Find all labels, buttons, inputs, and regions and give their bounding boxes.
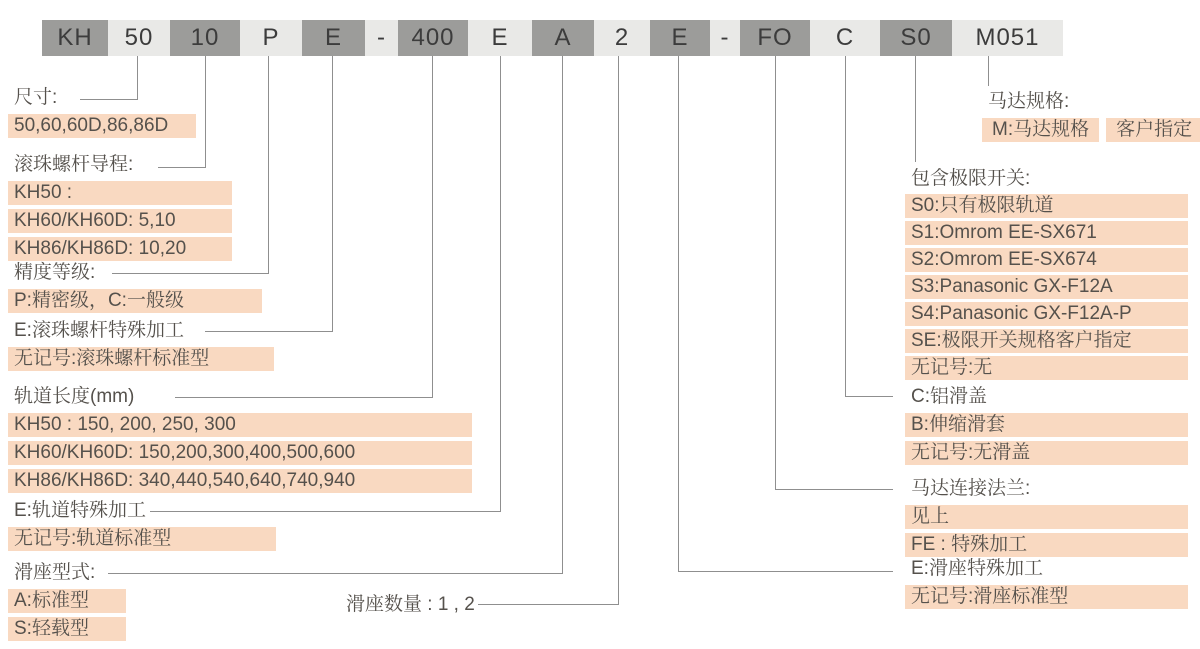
- option-row: 客户指定: [1106, 118, 1200, 142]
- option-row: KH60/KH60D: 150,200,300,400,500,600: [8, 441, 472, 465]
- connector-line: [845, 396, 893, 397]
- connector-line: [478, 604, 619, 605]
- option-row: A:标准型: [8, 589, 126, 613]
- option-row: 无记号:轨道标准型: [8, 527, 276, 551]
- section-rail-special-label: E:轨道特殊加工: [14, 500, 146, 521]
- connector-line: [678, 56, 679, 571]
- option-row: KH86/KH86D: 10,20: [8, 237, 232, 261]
- option-row: 见上: [905, 505, 1188, 529]
- connector-line: [775, 489, 893, 490]
- section-rail-length: [8, 385, 472, 493]
- section-slider-special: [905, 557, 1188, 609]
- code-segment: P: [240, 20, 302, 56]
- option-row: B:伸缩滑套: [905, 413, 1188, 437]
- option-row: S0:只有极限轨道: [905, 194, 1188, 218]
- code-segment: A: [532, 20, 594, 56]
- option-row: 50,60,60D,86,86D: [8, 114, 196, 138]
- code-segment: 10: [170, 20, 240, 56]
- option-row: KH50 : 150, 200, 250, 300: [8, 413, 472, 437]
- option-row: M:马达规格: [982, 118, 1099, 142]
- section-size-label: 尺寸:: [14, 87, 58, 108]
- option-row: KH60/KH60D: 5,10: [8, 209, 232, 233]
- code-segment: -: [710, 20, 740, 56]
- connector-line: [618, 56, 619, 604]
- connector-line: [915, 56, 916, 162]
- connector-line: [332, 56, 333, 331]
- section-rail-special: [8, 499, 276, 551]
- section-cover-label: C:铝滑盖: [911, 386, 988, 407]
- section-screw-special: [8, 319, 274, 371]
- section-motor-spec: [982, 90, 1200, 142]
- section-size: [8, 86, 196, 138]
- connector-line: [775, 56, 776, 489]
- option-row: 无记号:无滑盖: [905, 441, 1188, 465]
- option-row: S4:Panasonic GX-F12A-P: [905, 302, 1188, 326]
- connector-line: [562, 56, 563, 573]
- option-row: P:精密级，C:一般级: [8, 289, 262, 313]
- section-screw-special-label: E:滚珠螺杆特殊加工: [14, 320, 184, 341]
- connector-line: [432, 56, 433, 397]
- option-row: S1:Omrom EE-SX671: [905, 221, 1188, 245]
- connector-line: [205, 56, 206, 167]
- code-segment: E: [302, 20, 365, 56]
- section-motor-spec-label: 马达规格:: [988, 91, 1070, 112]
- code-segment: KH: [42, 20, 108, 56]
- section-screw-lead: [8, 153, 232, 261]
- code-segment: E: [468, 20, 532, 56]
- connector-line: [988, 56, 989, 86]
- connector-line: [845, 56, 846, 396]
- section-slider-qty-label: 滑座数量 : 1 , 2: [346, 594, 475, 615]
- option-row: KH86/KH86D: 340,440,540,640,740,940: [8, 469, 472, 493]
- code-segment: M051: [952, 20, 1063, 56]
- section-limit-switch-label: 包含极限开关:: [911, 168, 1031, 189]
- section-cover: [905, 385, 1188, 465]
- connector-line: [268, 56, 269, 273]
- option-row: 无记号:滑座标准型: [905, 585, 1188, 609]
- option-row: KH50 :: [8, 181, 232, 205]
- code-segment: -: [365, 20, 398, 56]
- connector-line: [108, 573, 563, 574]
- section-motor-flange-label: 马达连接法兰:: [911, 478, 1031, 499]
- option-row: 无记号:滚珠螺杆标准型: [8, 347, 274, 371]
- section-rail-length-label: 轨道长度(mm): [14, 386, 135, 407]
- code-segment: FO: [740, 20, 810, 56]
- code-segment: C: [810, 20, 880, 56]
- option-row: S3:Panasonic GX-F12A: [905, 275, 1188, 299]
- section-accuracy-label: 精度等级:: [14, 262, 96, 283]
- section-slider-type-label: 滑座型式:: [14, 562, 96, 583]
- section-slider-qty: [340, 593, 475, 617]
- section-screw-lead-label: 滚珠螺杆导程:: [14, 154, 134, 175]
- option-row: SE:极限开关规格客户指定: [905, 329, 1188, 353]
- section-slider-special-label: E:滑座特殊加工: [911, 558, 1043, 579]
- code-segment: S0: [880, 20, 952, 56]
- section-slider-type: [8, 561, 126, 641]
- code-segment: 2: [594, 20, 650, 56]
- code-segment: 50: [108, 20, 170, 56]
- connector-line: [500, 56, 501, 511]
- option-row: S:轻载型: [8, 617, 126, 641]
- section-accuracy: [8, 261, 262, 313]
- section-motor-flange: [905, 477, 1188, 557]
- connector-line: [678, 571, 893, 572]
- option-row: S2:Omrom EE-SX674: [905, 248, 1188, 272]
- code-segment: E: [650, 20, 710, 56]
- section-limit-switch: [905, 167, 1188, 380]
- option-row: FE : 特殊加工: [905, 533, 1188, 557]
- code-segment: 400: [398, 20, 468, 56]
- option-row: 无记号:无: [905, 356, 1188, 380]
